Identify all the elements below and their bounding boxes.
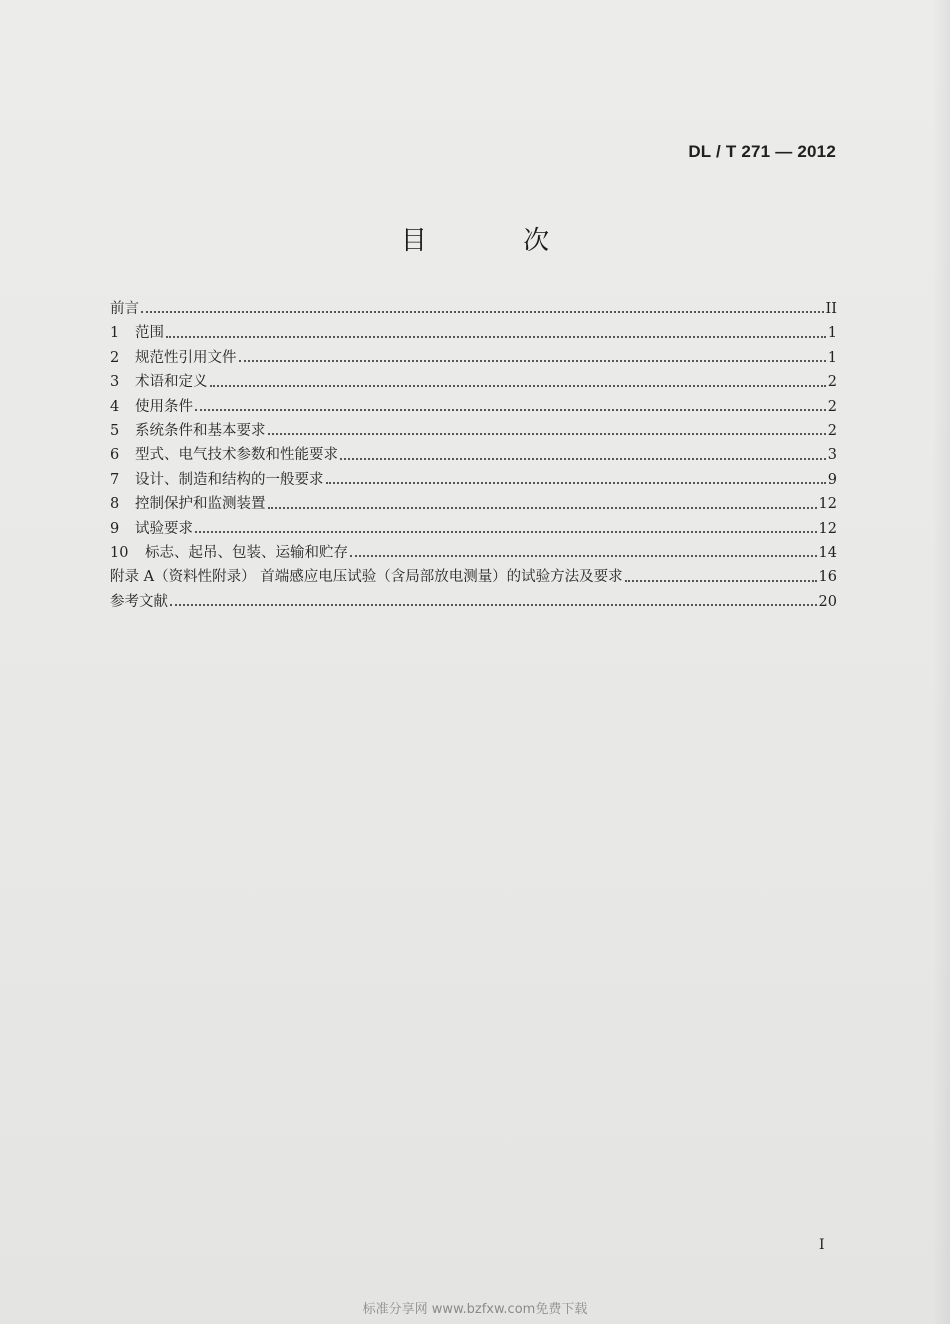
toc-dot-leader bbox=[170, 603, 817, 606]
toc-entry-number: 5 bbox=[110, 422, 120, 439]
toc-entry-page: 12 bbox=[818, 520, 837, 537]
toc-entry-page: 2 bbox=[827, 374, 837, 391]
page-title: 目 次 bbox=[400, 226, 594, 256]
standard-code: DL / T 271 — 2012 bbox=[688, 142, 836, 161]
toc-entry-label: 试验要求 bbox=[135, 520, 193, 537]
toc-entry[interactable] bbox=[110, 590, 837, 614]
toc-entry[interactable] bbox=[110, 297, 837, 321]
toc-entry-number: 1 bbox=[110, 325, 120, 342]
toc-entry[interactable] bbox=[110, 565, 837, 589]
toc-dot-leader bbox=[239, 359, 826, 362]
toc-entry[interactable] bbox=[110, 541, 837, 565]
toc-entry[interactable] bbox=[110, 395, 837, 419]
toc-dot-leader bbox=[268, 432, 826, 435]
toc-entry-page: 2 bbox=[827, 398, 837, 415]
page-number: I bbox=[819, 1237, 825, 1253]
toc-dot-leader bbox=[350, 554, 817, 557]
toc-entry[interactable] bbox=[110, 321, 837, 345]
toc-entry-page: 14 bbox=[818, 544, 837, 561]
toc-entry-label: 前言 bbox=[110, 301, 139, 317]
toc-entry-label: 术语和定义 bbox=[135, 374, 208, 391]
toc-dot-leader bbox=[141, 310, 824, 313]
toc-entry[interactable] bbox=[110, 443, 837, 467]
toc-entry-page: 1 bbox=[827, 325, 837, 342]
toc-entry-page: 12 bbox=[818, 496, 837, 513]
toc-entry-label: 型式、电气技术参数和性能要求 bbox=[135, 447, 338, 464]
toc-entry-number: 10 bbox=[110, 544, 129, 561]
toc-entry-label: 规范性引用文件 bbox=[135, 349, 237, 366]
toc-entry-page: 16 bbox=[818, 569, 837, 586]
toc-entry-label: 标志、起吊、包装、运输和贮存 bbox=[145, 544, 348, 561]
toc-entry-label: 参考文献 bbox=[110, 593, 168, 610]
toc-dot-leader bbox=[268, 506, 817, 509]
toc-entry-number: 7 bbox=[110, 471, 120, 488]
toc-entry-page: 20 bbox=[818, 593, 837, 610]
toc-entry-number: 4 bbox=[110, 398, 120, 415]
toc-entry-label: 控制保护和监测装置 bbox=[135, 496, 266, 513]
toc-entry-label: 系统条件和基本要求 bbox=[135, 422, 266, 439]
toc-entry-label: 使用条件 bbox=[135, 398, 193, 415]
toc-entry-label: 范围 bbox=[135, 325, 164, 342]
toc-entry-number: 8 bbox=[110, 496, 120, 513]
toc-entry-page: II bbox=[825, 301, 837, 317]
toc-dot-leader bbox=[166, 335, 826, 338]
toc-entry[interactable] bbox=[110, 370, 837, 394]
toc-entry[interactable] bbox=[110, 468, 837, 492]
toc-entry[interactable] bbox=[110, 419, 837, 443]
toc-dot-leader bbox=[326, 481, 826, 484]
toc-entry[interactable] bbox=[110, 517, 837, 541]
toc-entry-number: 6 bbox=[110, 447, 120, 464]
watermark-text: 标准分享网 www.bzfxw.com免费下载 bbox=[362, 1302, 588, 1317]
toc-entry-number: 9 bbox=[110, 520, 120, 537]
toc-dot-leader bbox=[210, 384, 826, 387]
toc-entry-number: 3 bbox=[110, 374, 120, 391]
toc-entry-label: 设计、制造和结构的一般要求 bbox=[135, 471, 324, 488]
toc-dot-leader bbox=[195, 530, 817, 533]
toc-dot-leader bbox=[625, 579, 817, 582]
toc-entry-label: 附录 A（资料性附录） 首端感应电压试验（含局部放电测量）的试验方法及要求 bbox=[110, 569, 623, 586]
toc-entry-number: 2 bbox=[110, 349, 120, 366]
toc-dot-leader bbox=[340, 457, 826, 460]
toc-entry-page: 9 bbox=[827, 471, 837, 488]
toc-entry-page: 1 bbox=[827, 349, 837, 366]
toc-entry[interactable] bbox=[110, 492, 837, 516]
table-of-contents bbox=[110, 297, 837, 614]
toc-dot-leader bbox=[195, 408, 826, 411]
toc-entry[interactable] bbox=[110, 346, 837, 370]
toc-entry-page: 3 bbox=[827, 447, 837, 464]
toc-entry-page: 2 bbox=[827, 422, 837, 439]
page-edge-shadow bbox=[932, 0, 950, 1324]
